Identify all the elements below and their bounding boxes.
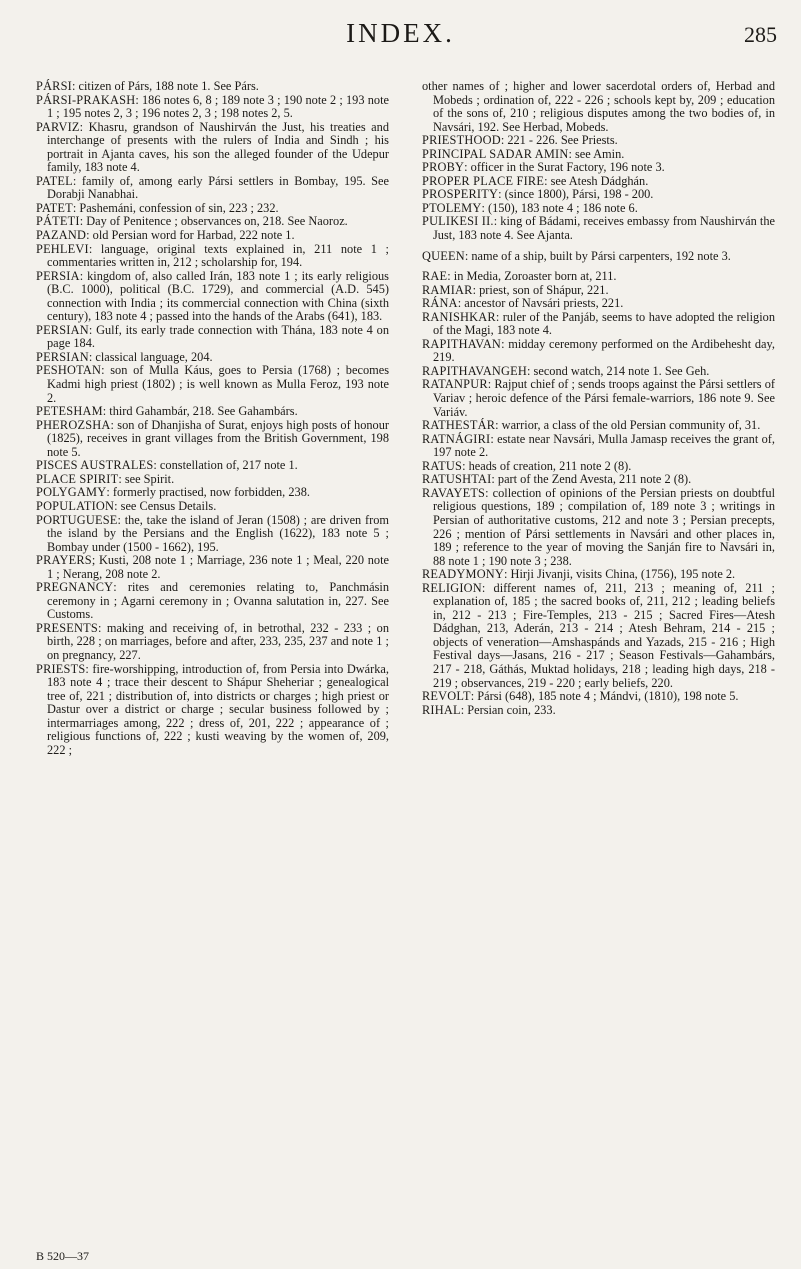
index-column-right xyxy=(422,80,775,717)
index-headword: PÁTETI xyxy=(36,214,80,229)
index-entry-text: : (since 1800), Pársi, 198 - 200. xyxy=(498,187,654,202)
index-entry-text: : family of, among early Pársi settlers in Bombay, 195. See Dorabji Nanabhai. xyxy=(47,173,389,202)
index-headword: PESHOTAN xyxy=(36,363,102,378)
index-entry xyxy=(422,704,775,718)
index-entry xyxy=(36,324,389,351)
index-headword: PROSPERITY xyxy=(422,187,499,202)
index-entry xyxy=(36,622,389,663)
index-entry xyxy=(36,94,389,121)
index-headword: PRIESTS xyxy=(36,661,86,676)
index-entry-text: : formerly practised, now forbidden, 238. xyxy=(106,485,310,500)
index-entry-text: : in Media, Zoroaster born at, 211. xyxy=(447,269,617,284)
index-headword: PRAYERS xyxy=(36,553,92,568)
index-entry-text: : see Atesh Dádghán. xyxy=(544,173,649,188)
index-entry xyxy=(36,514,389,555)
index-headword: PISCES AUSTRALES xyxy=(36,458,154,473)
index-entry-text: : Day of Penitence ; observances on, 218. See Naoroz. xyxy=(79,214,348,229)
index-entry xyxy=(36,581,389,622)
index-entry xyxy=(422,250,775,264)
index-entry-text: : warrior, a class of the old Persian community of, 31. xyxy=(495,418,761,433)
index-entry xyxy=(422,284,775,298)
index-headword: POPULATION xyxy=(36,498,115,513)
index-headword: REVOLT xyxy=(422,689,471,704)
index-entry-text: : estate near Navsári, Mulla Jamasp receives the grant of, 197 note 2. xyxy=(433,431,775,460)
index-entry-text: : see Spirit. xyxy=(118,471,175,486)
index-entry-text: : Pashemáni, confession of sin, 223 ; 232. xyxy=(72,200,279,215)
index-headword: PRINCIPAL SADAR AMIN xyxy=(422,146,569,161)
index-entry xyxy=(422,134,775,148)
index-entry xyxy=(36,500,389,514)
index-entry xyxy=(36,663,389,758)
index-entry-text: : Pársi (648), 185 note 4 ; Mándvi, (1810), 198 note 5. xyxy=(470,689,739,704)
index-entry-text: : king of Bádami, receives embassy from Naushirván the Just, 183 note 4. See Ajanta. xyxy=(433,214,775,243)
index-entry-text: : son of Mulla Káus, goes to Persia (1768) ; becomes Kadmi high priest (1802) ; is well known as Mulla Feroz, 193 note 2. xyxy=(47,363,389,405)
index-column-left xyxy=(36,80,389,757)
index-entry-text: : 186 notes 6, 8 ; 189 note 3 ; 190 note 2 ; 193 note 1 ; 195 notes 2, 3 ; 196 notes 2, 3 ; 198 notes 2, 5. xyxy=(47,92,389,121)
index-entry-text: : part of the Zend Avesta, 211 note 2 (8). xyxy=(491,472,692,487)
index-entry-text: : Gulf, its early trade connection with Thána, 183 note 4 on page 184. xyxy=(47,322,389,351)
index-entry-text: : ancestor of Navsári priests, 221. xyxy=(457,296,624,311)
index-headword: PATET xyxy=(36,200,73,215)
index-headword: RAPITHAVANGEH xyxy=(422,363,528,378)
index-entry-text: : collection of opinions of the Persian priests on doubtful religious questions, 189 ; compilation of, 189 note 3 ; writings in Persian of authoritative customs, 212 and note 3 ; Persian precepts, 226 ; mention of Pársi settlements in Navsári and other places in, 189 ; reference to the year of moving the Sanján fire to Navsári in, 88 note 1 ; 190 note 3 ; 238. xyxy=(433,485,775,568)
index-entry xyxy=(36,554,389,581)
index-entry-text: : rites and ceremonies relating to, Panchmásin ceremony in ; Agarni ceremony in ; Ovanna salutation in, 227. See Customs. xyxy=(47,580,389,622)
index-entry xyxy=(36,459,389,473)
index-entry xyxy=(36,486,389,500)
index-headword: PRESENTS xyxy=(36,620,98,635)
index-entry xyxy=(36,80,389,94)
index-entry-text: : language, original texts explained in, 211 note 1 ; commentaries written in, 212 ; scholarship for, 194. xyxy=(47,241,389,270)
index-entry-text: other names of ; higher and lower sacerdotal orders of, Herbad and Mobeds ; ordination of, 222 - 226 ; schools kept by, 209 ; education of the sons of, 210 ; religious disputes among the two bodies of, in Navsári, 192. See Herbad, Mobeds. xyxy=(422,79,775,134)
index-entry-text: : constellation of, 217 note 1. xyxy=(153,458,298,473)
index-headword: RÁNA xyxy=(422,296,458,311)
index-headword: READYMONY xyxy=(422,567,505,582)
index-entry-text: : heads of creation, 211 note 2 (8). xyxy=(462,458,632,473)
index-entry-text: : officer in the Surat Factory, 196 note 3. xyxy=(464,160,665,175)
index-entry xyxy=(36,202,389,216)
index-entry-text: : citizen of Párs, 188 note 1. See Párs. xyxy=(72,79,259,93)
index-entry-text: : different names of, 211, 213 ; meaning of, 211 ; explanation of, 185 ; the sacred books of, 211, 212 ; leading beliefs in, 212 - 213 ; Fire-Temples, 213 - 215 ; Sacred Fires—Atesh Dádghan, 213, Aderán, 213 - 214 ; Atesh Behram, 214 - 215 ; objects of veneration—Amshaspánds and Yazads, 215 - 216 ; High Festival days—Jasans, 216 - 217 ; Season Festivals—Gahambárs, 217 - 218, Gáthás, Muktad holidays, 218 ; leading high days, 218 - 219 ; observances, 219 - 220 ; early beliefs, 220. xyxy=(433,580,775,690)
index-entry xyxy=(422,215,775,242)
index-headword: POLYGAMY xyxy=(36,485,107,500)
index-entry-text: : kingdom of, also called Irán, 183 note 1 ; its early religious (B.C. 1000), political (B.C. 1729), and commercial (A.D. 545) connection with India ; its commercial connection with China (sixth century), 183 note 4 ; passed into the hands of the Arabs (641), 183. xyxy=(47,268,389,324)
index-entry xyxy=(422,568,775,582)
index-headword: PHEROZSHA xyxy=(36,417,111,432)
index-entry-text: : old Persian word for Harbad, 222 note 1. xyxy=(86,228,295,243)
index-entry xyxy=(422,161,775,175)
index-entry xyxy=(422,419,775,433)
index-headword: RATUS xyxy=(422,458,463,473)
index-entry-text: : see Amin. xyxy=(568,146,625,161)
index-headword: PERSIAN xyxy=(36,349,89,364)
index-entry xyxy=(422,460,775,474)
index-headword: PARVIZ xyxy=(36,119,80,134)
index-entry xyxy=(36,405,389,419)
index-headword: RATHESTÁR xyxy=(422,418,496,433)
index-entry xyxy=(422,297,775,311)
index-entry-text: : name of a ship, built by Pársi carpenters, 192 note 3. xyxy=(464,248,731,263)
printer-signature: B 520—37 xyxy=(36,1249,90,1263)
index-entry xyxy=(422,202,775,216)
index-headword: PÁRSI-PRAKASH xyxy=(36,92,136,107)
index-entry xyxy=(36,121,389,175)
index-entry-text: : the, take the island of Jeran (1508) ; are driven from the island by the Persians and the English (1622), 183 note 5 ; Bombay under (1500 - 1662), 195. xyxy=(47,512,389,554)
index-headword: RATNÁGIRI xyxy=(422,431,491,446)
index-entry-text: : (150), 183 note 4 ; 186 note 6. xyxy=(481,200,638,215)
index-headword: PORTUGUESE xyxy=(36,512,118,527)
index-entry-text: : making and receiving of, in betrothal, 232 - 233 ; on birth, 228 ; on marriages, before and after, 233, 235, 237 and note 1 ; on pregnancy, 227. xyxy=(47,620,389,662)
index-entry xyxy=(422,582,775,690)
index-entry xyxy=(422,148,775,162)
index-headword: RAPITHAVAN xyxy=(422,336,502,351)
index-entry-text: : Khasru, grandson of Naushirván the Just, his treaties and interchange of presents with the rulers of India and Sindh ; his portrait in Ajanta caves, his son the alleged founder of the Udepur family, 183 note 4. xyxy=(47,119,389,175)
index-headword: RATUSHTAI xyxy=(422,472,492,487)
index-headword: PROPER PLACE FIRE xyxy=(422,173,545,188)
index-headword: PRIESTHOOD xyxy=(422,133,501,148)
index-entry-text: : ruler of the Panjáb, seems to have adopted the religion of the Magi, 183 note 4. xyxy=(433,309,775,338)
index-headword: RIHAL xyxy=(422,702,461,717)
index-headword: PERSIA xyxy=(36,268,80,283)
index-entry-text: ; Kusti, 208 note 1 ; Marriage, 236 note 1 ; Meal, 220 note 1 ; Nerang, 208 note 2. xyxy=(47,553,389,581)
index-entry-text: : Hirji Jivanji, visits China, (1756), 195 note 2. xyxy=(504,567,736,582)
index-entry xyxy=(422,487,775,568)
index-entry-text: : midday ceremony performed on the Ardibehesht day, 219. xyxy=(433,336,775,365)
index-entry xyxy=(422,433,775,460)
index-entry xyxy=(422,378,775,419)
index-entry xyxy=(36,229,389,243)
index-entry-text: : priest, son of Shápur, 221. xyxy=(472,282,609,297)
index-entry xyxy=(422,473,775,487)
index-entry xyxy=(36,175,389,202)
index-headword: RATANPUR xyxy=(422,377,488,392)
index-headword: PLACE SPIRIT xyxy=(36,471,119,486)
index-entry xyxy=(36,419,389,460)
index-entry xyxy=(422,311,775,338)
index-entry xyxy=(36,270,389,324)
index-headword: PROBY xyxy=(422,160,465,175)
index-entry xyxy=(422,690,775,704)
index-headword: PATEL xyxy=(36,173,73,188)
index-entry xyxy=(422,188,775,202)
index-entry xyxy=(422,80,775,134)
index-entry-text: : Rajput chief of ; sends troops against the Pársi settlers of Variav ; heroic defence of the Pársi female-warriors, 186 note 9. See Variáv. xyxy=(433,377,775,419)
index-headword: RAMIAR xyxy=(422,282,473,297)
index-entry xyxy=(36,243,389,270)
index-headword: PERSIAN xyxy=(36,322,89,337)
index-entry xyxy=(422,270,775,284)
index-entry-text: : third Gahambár, 218. See Gahambárs. xyxy=(102,404,298,419)
running-head xyxy=(0,16,801,52)
index-entry xyxy=(36,351,389,365)
index-headword: PAZAND xyxy=(36,228,87,243)
index-headword: PEHLEVI xyxy=(36,241,89,256)
index-headword: RAVAYETS xyxy=(422,485,486,500)
index-entry xyxy=(422,175,775,189)
index-headword: RANISHKAR xyxy=(422,309,496,324)
page-title: INDEX. xyxy=(346,18,455,48)
index-entry-text: : classical language, 204. xyxy=(88,349,213,364)
page-number: 285 xyxy=(744,22,777,47)
index-headword: RELIGION xyxy=(422,580,482,595)
index-entry-text: : see Census Details. xyxy=(114,498,217,513)
index-entry xyxy=(36,364,389,405)
index-headword: PÁRSI xyxy=(36,79,72,93)
index-entry xyxy=(422,338,775,365)
index-headword: PETESHAM xyxy=(36,404,103,419)
index-headword: QUEEN xyxy=(422,248,465,263)
index-entry-text: : son of Dhanjisha of Surat, enjoys high posts of honour (1825), receives in grant villages from the British Government, 198 note 5. xyxy=(47,417,389,459)
index-headword: RAE xyxy=(422,269,448,284)
index-headword: PREGNANCY xyxy=(36,580,114,595)
index-entry-text: : fire-worshipping, introduction of, from Persia into Dwárka, 183 note 4 ; trace their descent to Shápur Sheheriar ; genealogical tree of, 221 ; distribution of, into districts or charges ; high priest or Dastur over a district or charge ; secular business followed by ; intermarriages among, 222 ; dress of, 201, 222 ; appearance of ; religious functions of, 222 ; kusti weaving by the women of, 209, 222 ; xyxy=(47,661,389,757)
index-entry-text: : second watch, 214 note 1. See Geh. xyxy=(527,363,710,378)
index-headword: PULIKESI II. xyxy=(422,214,494,229)
index-entry xyxy=(422,365,775,379)
index-entry-text: : Persian coin, 233. xyxy=(460,702,556,717)
index-entry-text: : 221 - 226. See Priests. xyxy=(500,133,618,148)
index-entry xyxy=(36,215,389,229)
index-entry xyxy=(36,473,389,487)
index-headword: PTOLEMY xyxy=(422,200,482,215)
